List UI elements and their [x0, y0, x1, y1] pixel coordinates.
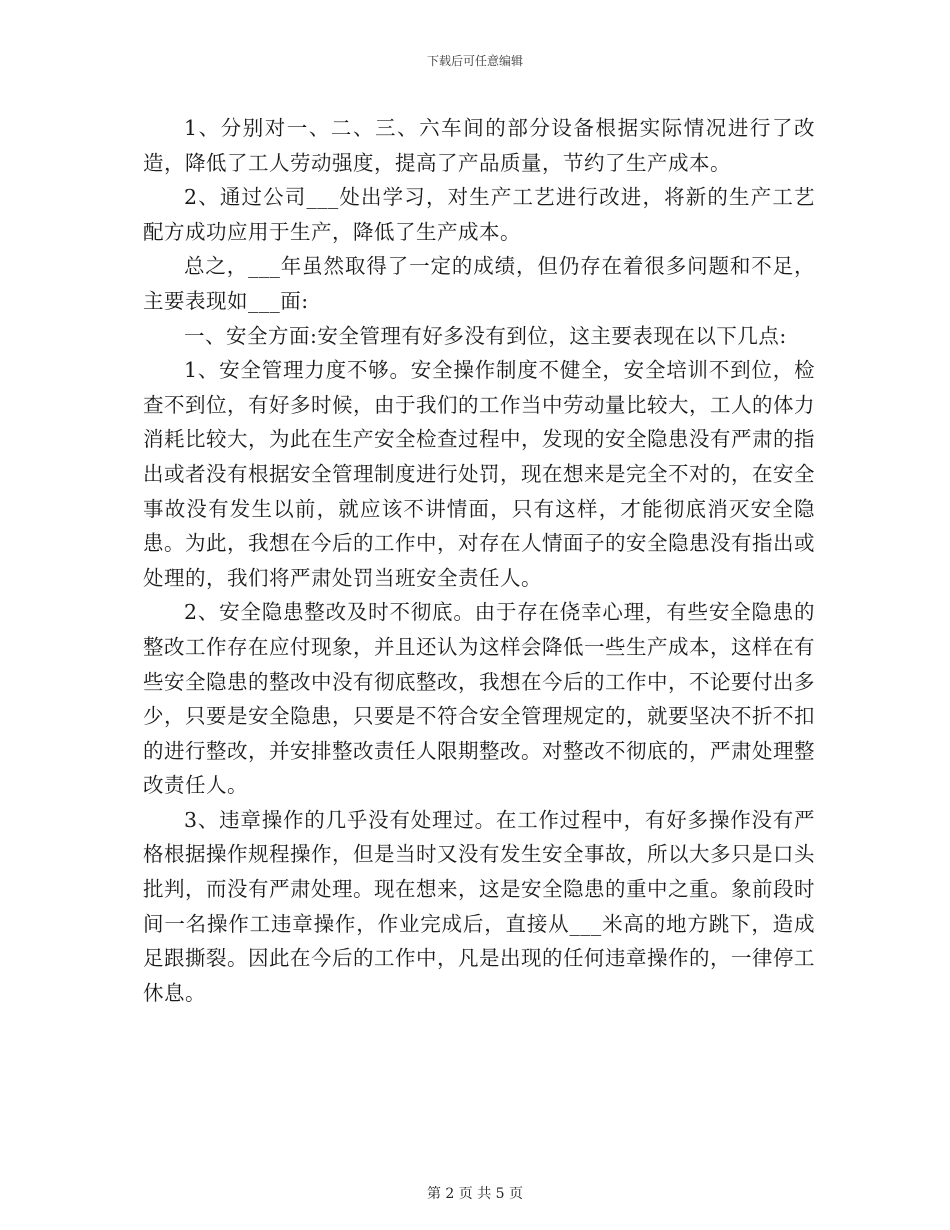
- paragraph-improvement-1: 1、分别对一、二、三、六车间的部分设备根据实际情况进行了改造，降低了工人劳动强度，提高了产品质量，节约了生产成本。: [143, 116, 815, 175]
- paragraph-safety-heading: 一、安全方面:安全管理有好多没有到位，这主要表现在以下几点:: [184, 323, 787, 348]
- page-header-note: 下载后可任意编辑: [426, 54, 523, 68]
- document-body: [143, 111, 815, 1010]
- paragraph-safety-point-3: 3、违章操作的几乎没有处理过。在工作过程中，有好多操作没有严格根据操作规程操作，但是当时又没有发生安全事故，所以大多只是口头批判，而没有严肃处理。现在想来，这是安全隐患的重中之重。象前段时间一名操作工违章操作，作业完成后，直接从___米高的地方跳下，造成足跟撕裂。因此在今后的工作中，凡是出现的任何违章操作的，一律停工休息。: [143, 807, 815, 1005]
- paragraph-safety-point-1: 1、安全管理力度不够。安全操作制度不健全，安全培训不到位，检查不到位，有好多时候，由于我们的工作当中劳动量比较大，工人的体力消耗比较大，为此在生产安全检查过程中，发现的安全隐患没有严肃的指出或者没有根据安全管理制度进行处罚，现在想来是完全不对的，在安全事故没有发生以前，就应该不讲情面，只有这样，才能彻底消灭安全隐患。为此，我想在今后的工作中，对存在人情面子的安全隐患没有指出或处理的，我们将严肃处罚当班安全责任人。: [143, 358, 815, 590]
- page-number: 第 2 页 共 5 页: [426, 1186, 524, 1202]
- paragraph-safety-point-2: 2、安全隐患整改及时不彻底。由于存在侥幸心理，有些安全隐患的整改工作存在应付现象，并且还认为这样会降低一些生产成本，这样在有些安全隐患的整改中没有彻底整改，我想在今后的工作中，不论要付出多少，只要是安全隐患，只要是不符合安全管理规定的，就要坚决不折不扣的进行整改，并安排整改责任人限期整改。对整改不彻底的，严肃处理整改责任人。: [143, 600, 815, 798]
- paragraph-summary: 总之，___年虽然取得了一定的成绩，但仍存在着很多问题和不足，主要表现如___面:: [143, 254, 815, 313]
- paragraph-improvement-2: 2、通过公司___处出学习，对生产工艺进行改进，将新的生产工艺配方成功应用于生产，降低了生产成本。: [143, 185, 815, 244]
